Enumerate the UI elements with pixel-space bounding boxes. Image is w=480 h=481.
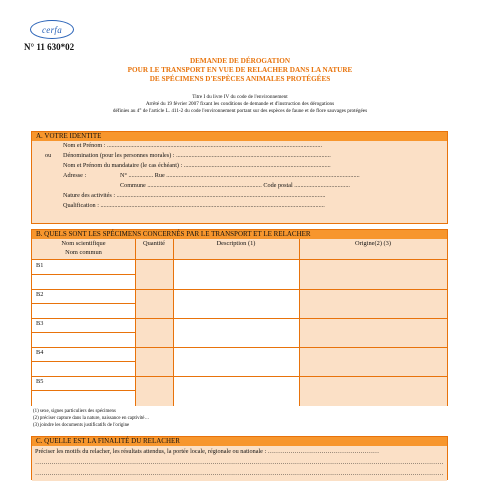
row-label-b3: B3 [36, 320, 44, 327]
row-label-b2: B2 [36, 291, 44, 298]
legal-line: Titre I du livre IV du code de l'environnement [192, 94, 288, 100]
col-description: Description (1) [216, 240, 256, 247]
col-common-name: Nom commun [65, 249, 102, 256]
header-divider [32, 259, 447, 260]
title-line: DEMANDE DE DÉROGATION [189, 57, 291, 65]
footnote: (3) joindre les documents justificatifs de l'origine [33, 422, 130, 428]
column-divider [135, 239, 136, 406]
row-divider [32, 347, 447, 348]
name-field[interactable]: Nom et Prénom : ........................................................................................................................................... [63, 142, 323, 149]
row-label-b5: B5 [36, 378, 44, 385]
section-identity [31, 131, 448, 224]
col-scientific-name: Nom scientifique [61, 240, 106, 247]
purpose-field[interactable]: Préciser les motifs du relacher, les résultats attendus, la portée locale, régionale ou nationale : ……………………………………………… [35, 448, 380, 455]
footnotes [33, 409, 149, 429]
row-divider [32, 332, 135, 333]
row-divider [32, 376, 447, 377]
street-field[interactable]: N° ................ Rue ............................................................................................................................. [120, 172, 360, 179]
row-divider [32, 361, 135, 362]
legal-line: Arrêté du 19 février 2007 fixant les conditions de demande et d'instruction des dérogations [145, 101, 335, 107]
col-quantity: Quantité [142, 240, 165, 247]
section-purpose [31, 436, 448, 480]
section-c-title: C. QUELLE EST LA FINALITÉ DU RELACHER [32, 437, 447, 446]
title-line: DE SPÉCIMENS D'ESPÈCES ANIMALES PROTÉGÉES [149, 75, 331, 83]
footnote: (1) sexe, signes particuliers des spécimens [33, 409, 116, 414]
title-line: POUR LE TRANSPORT EN VUE DE RELACHER DANS LA NATURE [127, 66, 353, 74]
column-divider [173, 239, 174, 406]
section-a-title: A. VOTRE IDENTITE [32, 132, 447, 141]
qualification-field[interactable]: Qualification : ................................................................................................................................................. [63, 202, 325, 209]
agent-name-field[interactable]: Nom et Prénom du mandataire (le cas échéant) : ............................................................................................... [63, 162, 331, 169]
company-name-field[interactable]: Dénomination (pour les personnes morales) : .................................................................................................... [63, 152, 331, 159]
form-title [0, 57, 480, 84]
row-divider [32, 318, 447, 319]
footnote: (2) préciser capture dans la nature, naissance en captivité… [33, 415, 150, 421]
specimens-table-body [32, 260, 447, 406]
section-specimens [31, 229, 448, 406]
row-divider [32, 274, 135, 275]
activities-field[interactable]: Nature des activités : ....................................................................................................................................... [63, 192, 326, 199]
section-b-title: B. QUELS SONT LES SPÉCIMENS CONCERNÉS PAR LE TRANSPORT ET LE RELACHER [32, 230, 447, 239]
purpose-line[interactable]: ……………………………………………………………………………………………………………………………………………………………………………… [35, 470, 443, 477]
row-divider [32, 390, 135, 391]
legal-line: définies au 4° de l'article L. 411-2 du code l'environnement portant sur des espèces de faune et de flore sauvages protégées [112, 108, 368, 114]
cerfa-logo: cerfa [30, 20, 74, 39]
column-divider [299, 239, 300, 406]
form-number: N° 11 630*02 [24, 42, 75, 52]
row-divider [32, 289, 447, 290]
legal-references [0, 94, 480, 115]
specimens-table-header [32, 239, 447, 259]
purpose-line[interactable]: ……………………………………………………………………………………………………………………………………………………………………………… [35, 459, 443, 466]
or-label: ou [45, 152, 52, 159]
col-origin: Origine(2) (3) [354, 240, 392, 247]
row-label-b4: B4 [36, 349, 44, 356]
commune-postal-field[interactable]: Commune .......................................................................... Code postal .................................... [120, 182, 350, 189]
row-divider [32, 303, 135, 304]
row-label-b1: B1 [36, 262, 44, 269]
address-label: Adresse : [63, 172, 87, 179]
